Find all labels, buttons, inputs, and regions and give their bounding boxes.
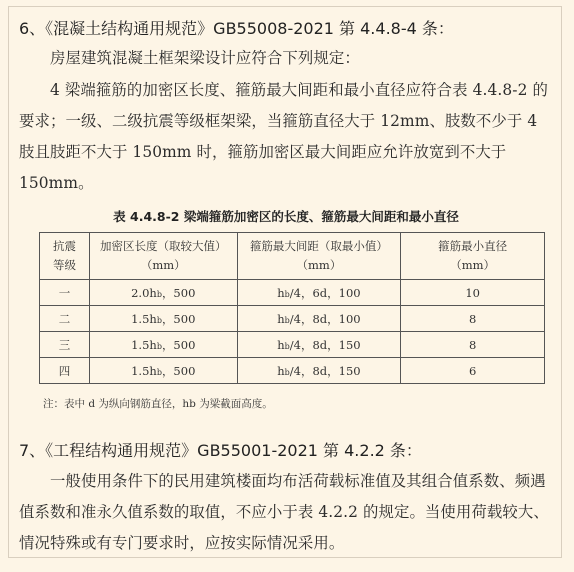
- cell-diameter: 8: [401, 306, 545, 332]
- cell-spacing: hb/4，8d，100: [237, 306, 401, 332]
- cell-diameter: 10: [401, 280, 545, 306]
- section-6-intro-text: 房屋建筑混凝土框架梁设计应符合下列规定：: [50, 49, 360, 67]
- table-row: [40, 280, 545, 306]
- section-6-heading: 6、《混凝土结构通用规范》GB55008-2021 第 4.4.8-4 条：: [19, 19, 454, 38]
- table-caption: 表 4.4.8-2 梁端箍筋加密区的长度、箍筋最大间距和最小直径: [113, 209, 459, 224]
- cell-spacing: hb/4，8d，150: [237, 332, 401, 358]
- section-7-body-text: 一般使用条件下的民用建筑楼面均布活荷载标准值及其组合值系数、频遇值系数和准永久值系数的取值，不应小于表 4.2.2 的规定。当使用荷载较大、情况特殊或有专门要求时，应按实际情况采用。: [19, 472, 549, 552]
- table-row: [40, 332, 545, 358]
- cell-grade: 三: [40, 332, 90, 358]
- cell-diameter: 6: [401, 358, 545, 384]
- section-7-heading: 7、《工程结构通用规范》GB55001-2021 第 4.2.2 条：: [19, 441, 422, 460]
- header-grade: 抗震 等级: [40, 233, 90, 280]
- table-row: [40, 358, 545, 384]
- cell-grade: 二: [40, 306, 90, 332]
- section-6-body: [19, 75, 555, 199]
- cell-length: 1.5hb，500: [89, 306, 237, 332]
- section-6-intro: [19, 43, 555, 74]
- cell-spacing: hb/4，6d，100: [237, 280, 401, 306]
- cell-grade: 一: [40, 280, 90, 306]
- header-length: 加密区长度（取较大值） （mm）: [89, 233, 237, 280]
- section-6-body-text: 4 梁端箍筋的加密区长度、箍筋最大间距和最小直径应符合表 4.4.8-2 的要求；一级、二级抗震等级框架梁，当箍筋直径大于 12mm、肢数不少于 4 肢且肢距不大于 150mm 时，箍筋加密区最大间距应允许放宽到不大于 150mm。: [19, 81, 548, 192]
- header-diameter: 箍筋最小直径 （mm）: [401, 233, 545, 280]
- cell-length: 1.5hb，500: [89, 358, 237, 384]
- cell-spacing: hb/4，8d，150: [237, 358, 401, 384]
- table-note: 注：表中 d 为纵向钢筋直径，hb 为梁截面高度。: [43, 398, 273, 410]
- section-7-body: [19, 466, 555, 559]
- table-header-row: [40, 233, 545, 280]
- header-spacing: 箍筋最大间距（取最小值） （mm）: [237, 233, 401, 280]
- stirrup-table: [39, 232, 545, 384]
- cell-grade: 四: [40, 358, 90, 384]
- document-page: [8, 6, 562, 558]
- cell-diameter: 8: [401, 332, 545, 358]
- table-row: [40, 306, 545, 332]
- cell-length: 1.5hb，500: [89, 332, 237, 358]
- cell-length: 2.0hb，500: [89, 280, 237, 306]
